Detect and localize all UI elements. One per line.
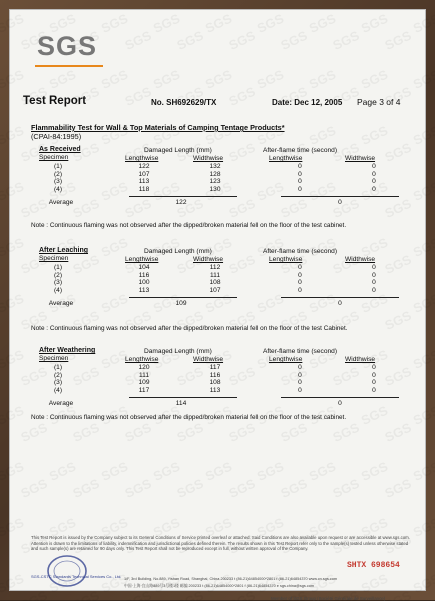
footer-disclaimer: This Test Report is issued by the Company subject to its General Conditions of Service printed overleaf or attached. Said Conditions are also available upon request or are accessible at www.sgs.com. Attention is drawn to the limitations of liability, indemnification and jurisdictional policies defined therein. The results shown in this Test Report refer only to the sample(s) tested unless otherwise stated and such sample(s) are retained for 90 days only. This Test Report shall not be reproduced except in full, without written approval of the Company. [31, 535, 410, 552]
watermark-text [226, 28, 258, 53]
watermark-text [174, 476, 206, 501]
damaged-length-lengthwise: 113 [138, 178, 150, 186]
watermark-text [122, 84, 154, 109]
afterflame-lengthwise-header: Lengthwise [269, 256, 303, 263]
watermark-text [307, 11, 339, 36]
afterflame-lengthwise: 0 [298, 163, 302, 170]
damaged-length-rule [129, 397, 237, 398]
widthwise-header: Widthwise [193, 356, 224, 363]
specimen-id: (3) [53, 379, 63, 387]
afterflame-lengthwise: 0 [298, 379, 302, 387]
afterflame-lengthwise-header: Lengthwise [269, 155, 303, 162]
watermark-text [255, 11, 287, 36]
report-title: Test Report [23, 95, 87, 107]
afterflame-header: After-flame time (second) [263, 348, 338, 355]
average-damaged-length: 122 [175, 199, 187, 206]
watermark-text [359, 123, 391, 148]
watermark-text [411, 515, 435, 540]
damaged-length-widthwise: 111 [209, 271, 221, 279]
specimen-id: (1) [53, 163, 63, 170]
watermark-text [70, 588, 102, 601]
watermark-text [0, 515, 26, 540]
afterflame-widthwise: 0 [372, 185, 376, 193]
damaged-length-lengthwise: 111 [138, 371, 150, 379]
watermark-text [70, 476, 102, 501]
specimen-id: (4) [53, 185, 63, 193]
afterflame-lengthwise: 0 [298, 279, 302, 287]
watermark-text [359, 11, 391, 36]
watermark-text [382, 28, 414, 53]
specimen-id: (4) [53, 286, 63, 294]
damaged-length-lengthwise: 116 [138, 271, 150, 279]
watermark-text [411, 403, 435, 428]
logo-text: SGS [37, 31, 98, 61]
watermark-text [0, 571, 26, 596]
afterflame-header: After-flame time (second) [263, 147, 338, 154]
damaged-length-lengthwise: 113 [138, 286, 150, 294]
watermark-text [151, 11, 183, 36]
watermark-text [255, 67, 287, 92]
damaged-length-lengthwise: 104 [138, 264, 150, 271]
damaged-length-widthwise: 113 [209, 386, 221, 394]
watermark-text [255, 459, 287, 484]
result-section [31, 247, 411, 327]
afterflame-lengthwise: 0 [298, 286, 302, 294]
average-damaged-length: 114 [175, 400, 187, 407]
watermark-text [18, 588, 50, 601]
average-label: Average [48, 400, 74, 407]
specimen-header: Specimen [39, 255, 69, 262]
afterflame-lengthwise: 0 [298, 170, 302, 178]
specimen-id: (2) [53, 271, 63, 279]
average-afterflame: 0 [338, 199, 342, 206]
watermark-text [307, 123, 339, 148]
damaged-length-widthwise: 116 [209, 371, 221, 379]
damaged-length-header: Damaged Length (mm) [144, 147, 212, 154]
damaged-length-lengthwise: 107 [138, 170, 150, 178]
watermark-text [203, 67, 235, 92]
damaged-length-lengthwise: 100 [138, 279, 150, 287]
logo-underline [35, 65, 103, 67]
specimen-id: (4) [53, 386, 63, 394]
damaged-length-widthwise: 107 [209, 286, 221, 294]
damaged-length-widthwise: 108 [209, 379, 221, 387]
widthwise-header: Widthwise [193, 155, 224, 162]
section-label: After Leaching [39, 247, 89, 254]
stamp-text: SGS-CSTC Standards Technical Services Co., Ltd. [31, 574, 122, 579]
damaged-length-widthwise: 112 [209, 264, 221, 271]
afterflame-widthwise: 0 [372, 379, 376, 387]
damaged-length-lengthwise: 122 [138, 163, 150, 170]
serial-number: SHTX 698654 [347, 561, 400, 570]
report-date: Date: Dec 12, 2005 [272, 98, 343, 107]
damaged-length-header: Damaged Length (mm) [144, 248, 212, 255]
damaged-length-rule [129, 297, 237, 298]
specimen-id: (1) [53, 364, 63, 371]
watermark-text [278, 28, 310, 53]
afterflame-widthwise: 0 [372, 271, 376, 279]
afterflame-lengthwise: 0 [298, 371, 302, 379]
watermark-text [0, 235, 26, 260]
average-label: Average [48, 199, 74, 206]
watermark-text [307, 67, 339, 92]
watermark-text [99, 67, 131, 92]
afterflame-lengthwise: 0 [298, 264, 302, 271]
afterflame-lengthwise: 0 [298, 178, 302, 186]
specimen-id: (3) [53, 279, 63, 287]
average-afterflame: 0 [338, 300, 342, 307]
watermark-text [174, 28, 206, 53]
average-damaged-length: 109 [175, 300, 187, 307]
damaged-length-widthwise: 123 [209, 178, 221, 186]
watermark-text [47, 459, 79, 484]
afterflame-widthwise: 0 [372, 163, 376, 170]
specimen-header: Specimen [39, 154, 69, 161]
watermark-text [411, 11, 435, 36]
section-note: Note : Continuous flaming was not observed after the dipped/broken material fell on the floor of the test cabinet. [31, 414, 347, 421]
afterflame-widthwise-header: Widthwise [345, 155, 376, 162]
average-label: Average [48, 300, 74, 307]
section-note: Note : Continuous flaming was not observed after the dipped/broken material fell on the floor of the test Cabinet. [31, 325, 348, 332]
watermark-text [307, 459, 339, 484]
watermark-text [411, 123, 435, 148]
watermark-text [411, 347, 435, 372]
watermark-text [174, 588, 206, 601]
watermark-text [47, 67, 79, 92]
watermark-text [0, 291, 26, 316]
report-page [9, 9, 426, 601]
watermark-text [411, 67, 435, 92]
specimen-id: (2) [53, 170, 63, 178]
afterflame-lengthwise: 0 [298, 271, 302, 279]
damaged-length-widthwise: 128 [209, 170, 221, 178]
watermark-text [99, 459, 131, 484]
section-label: As Received [39, 146, 81, 153]
watermark-text [122, 28, 154, 53]
company-address [124, 576, 424, 589]
watermark-text [226, 84, 258, 109]
damaged-length-lengthwise: 109 [138, 379, 150, 387]
specimen-id: (1) [53, 264, 63, 271]
watermark-text [330, 28, 362, 53]
damaged-length-lengthwise: 120 [138, 364, 150, 371]
specimen-id: (2) [53, 371, 63, 379]
watermark-text [0, 459, 26, 484]
damaged-length-widthwise: 117 [209, 364, 221, 371]
watermark-text [151, 67, 183, 92]
watermark-text [278, 476, 310, 501]
address-en: 1/F, 3rd Building, No.889, Yishan Road, Shanghai, China 200233 t (86-21)64854000*2801 f (86-21)64854370 www.cn.sgs.com [124, 577, 337, 581]
widthwise-header: Widthwise [193, 256, 224, 263]
lengthwise-header: Lengthwise [125, 256, 159, 263]
watermark-text [411, 179, 435, 204]
afterflame-widthwise: 0 [372, 364, 376, 371]
watermark-text [122, 476, 154, 501]
watermark-text [18, 476, 50, 501]
lengthwise-header: Lengthwise [125, 356, 159, 363]
afterflame-widthwise: 0 [372, 386, 376, 394]
damaged-length-widthwise: 108 [209, 279, 221, 287]
afterflame-lengthwise-header: Lengthwise [269, 356, 303, 363]
watermark-text [330, 476, 362, 501]
afterflame-widthwise: 0 [372, 178, 376, 186]
watermark-text [122, 588, 154, 601]
afterflame-lengthwise: 0 [298, 386, 302, 394]
watermark-text [0, 347, 26, 372]
afterflame-widthwise-header: Widthwise [345, 256, 376, 263]
watermark-text [382, 588, 414, 601]
specimen-id: (3) [53, 178, 63, 186]
damaged-length-lengthwise: 117 [138, 386, 150, 394]
afterflame-widthwise: 0 [372, 286, 376, 294]
watermark-text [0, 179, 26, 204]
damaged-length-lengthwise: 118 [138, 185, 150, 193]
test-title: Flammability Test for Wall & Top Materials of Camping Tentage Products* [31, 123, 285, 132]
afterflame-widthwise: 0 [372, 279, 376, 287]
damaged-length-widthwise: 130 [209, 185, 221, 193]
afterflame-lengthwise: 0 [298, 364, 302, 371]
watermark-text [382, 476, 414, 501]
afterflame-widthwise: 0 [372, 264, 376, 271]
damaged-length-rule [129, 196, 237, 197]
afterflame-widthwise-header: Widthwise [345, 356, 376, 363]
afterflame-rule [281, 397, 399, 398]
watermark-text [203, 459, 235, 484]
watermark-text [411, 459, 435, 484]
test-method: (CPAI-84:1995) [31, 132, 82, 141]
afterflame-widthwise: 0 [372, 371, 376, 379]
watermark-text [0, 123, 26, 148]
watermark-text [0, 67, 26, 92]
watermark-text [359, 459, 391, 484]
report-number: No. SH692629/TX [151, 98, 217, 107]
watermark-text [151, 459, 183, 484]
watermark-text [411, 291, 435, 316]
damaged-length-widthwise: 132 [209, 163, 221, 170]
section-note: Note : Continuous flaming was not observed after the dipped/broken material fell on the floor of the test cabinet. [31, 222, 347, 229]
watermark-text [0, 403, 26, 428]
afterflame-rule [281, 196, 399, 197]
watermark-text [411, 235, 435, 260]
afterflame-widthwise: 0 [372, 170, 376, 178]
address-cn: 中国·上海·宜山路889号3号楼1楼 邮编 200233 t (86-21)64854000*2801 f (86-21)64854370 e sgs.china@sgs.com [124, 583, 314, 588]
afterflame-lengthwise: 0 [298, 185, 302, 193]
average-afterflame: 0 [338, 400, 342, 407]
afterflame-rule [281, 297, 399, 298]
damaged-length-header: Damaged Length (mm) [144, 348, 212, 355]
page-number: Page 3 of 4 [357, 97, 401, 107]
watermark-text [359, 67, 391, 92]
member-line: Member of SGS Group (Société Générale de Surveillance) [271, 596, 386, 601]
watermark-text [226, 588, 258, 601]
sgs-logo [35, 29, 105, 69]
result-section [31, 146, 411, 226]
section-label: After Weathering [39, 347, 96, 354]
watermark-text [226, 476, 258, 501]
specimen-header: Specimen [39, 355, 69, 362]
lengthwise-header: Lengthwise [125, 155, 159, 162]
afterflame-header: After-flame time (second) [263, 248, 338, 255]
watermark-text [203, 11, 235, 36]
company-stamp [45, 554, 89, 588]
watermark-text [0, 11, 26, 36]
